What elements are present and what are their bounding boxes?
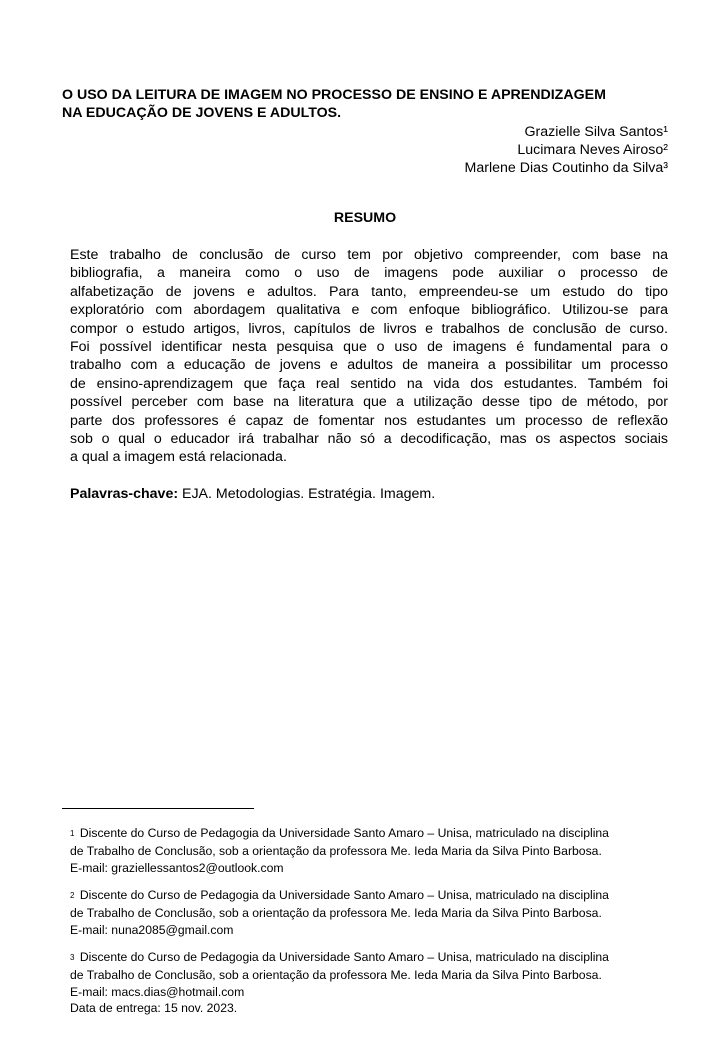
footnote-text: Discente do Curso de Pedagogia da Universidade Santo Amaro – Unisa, matriculado na disciplina xyxy=(79,950,609,964)
footnote-number: 1 xyxy=(70,829,75,838)
abstract-heading: RESUMO xyxy=(333,210,397,226)
paper-title xyxy=(62,86,674,122)
footnote-3 xyxy=(70,949,670,1017)
delivery-date: Data de entrega: 15 nov. 2023. xyxy=(70,1001,238,1016)
footnote-line: de Trabalho de Conclusão, sob a orientação da professora Me. Ieda Maria da Silva Pinto Barbosa. xyxy=(70,968,602,983)
footnote-number: 3 xyxy=(70,953,75,962)
abstract-line: a qual a imagem está relacionada. xyxy=(70,449,287,466)
footnote-text: Discente do Curso de Pedagogia da Universidade Santo Amaro – Unisa, matriculado na disciplina xyxy=(79,888,609,902)
footnote-email: E-mail: graziellessantos2@outlook.com xyxy=(70,860,284,875)
abstract-line: de ensino-aprendizagem que faça real sentido na vida dos estudantes. Também foi xyxy=(70,375,668,392)
abstract-line: bibliografia, a maneira como o uso de imagens pode auxiliar o processo de xyxy=(70,265,668,282)
abstract-body xyxy=(70,246,668,467)
footnote-line xyxy=(70,887,670,905)
abstract-line: possível perceber com base na literatura que a utilização desse tipo de método, por xyxy=(70,394,668,411)
footnote-1 xyxy=(70,825,670,876)
author-list xyxy=(465,123,668,177)
abstract-line: compor o estudo artigos, livros, capítulos de livros e trabalhos de conclusão de curso. xyxy=(70,320,668,337)
abstract-line: Foi possível identificar nesta pesquisa que o uso de imagens é fundamental para o xyxy=(70,339,668,356)
footnote-text: Discente do Curso de Pedagogia da Universidade Santo Amaro – Unisa, matriculado na disciplina xyxy=(79,826,609,840)
footnote-line xyxy=(70,949,670,967)
abstract-line: exploratório com abordagem qualitativa e com enfoque bibliográfico. Utilizou-se para xyxy=(70,302,668,319)
abstract-line: sob o qual o educador irá trabalhar não só a decodificação, mas os aspectos sociais xyxy=(70,431,668,448)
author-name: Lucimara Neves Airoso² xyxy=(517,142,668,158)
author-name: Marlene Dias Coutinho da Silva³ xyxy=(464,160,668,176)
title-line: O USO DA LEITURA DE IMAGEM NO PROCESSO DE ENSINO E APRENDIZAGEM xyxy=(62,87,606,103)
footnote-line: de Trabalho de Conclusão, sob a orientação da professora Me. Ieda Maria da Silva Pinto Barbosa. xyxy=(70,844,602,859)
footnote-separator xyxy=(62,808,254,809)
footnote-number: 2 xyxy=(70,891,75,900)
footnote-email: E-mail: nuna2085@gmail.com xyxy=(70,922,234,937)
abstract-line: alfabetização de jovens e adultos. Para tanto, empreendeu-se um estudo do tipo xyxy=(70,283,668,300)
abstract-line: parte dos professores é capaz de fomentar nos estudantes um processo de reflexão xyxy=(70,412,668,429)
footnote-line xyxy=(70,825,670,843)
author-name: Grazielle Silva Santos¹ xyxy=(524,124,668,140)
abstract-line: Este trabalho de conclusão de curso tem por objetivo compreender, com base na xyxy=(70,247,668,263)
footnote-line: de Trabalho de Conclusão, sob a orientação da professora Me. Ieda Maria da Silva Pinto Barbosa. xyxy=(70,906,602,921)
keywords-value: EJA. Metodologias. Estratégia. Imagem. xyxy=(178,486,436,502)
keywords-label: Palavras-chave: xyxy=(70,486,179,502)
abstract-line: trabalho com a educação de jovens e adultos de maneira a possibilitar um processo xyxy=(70,357,668,374)
title-line: NA EDUCAÇÃO DE JOVENS E ADULTOS. xyxy=(62,105,342,121)
footnote-2 xyxy=(70,887,670,938)
keywords xyxy=(70,485,435,503)
footnote-email: E-mail: macs.dias@hotmail.com xyxy=(70,984,245,999)
